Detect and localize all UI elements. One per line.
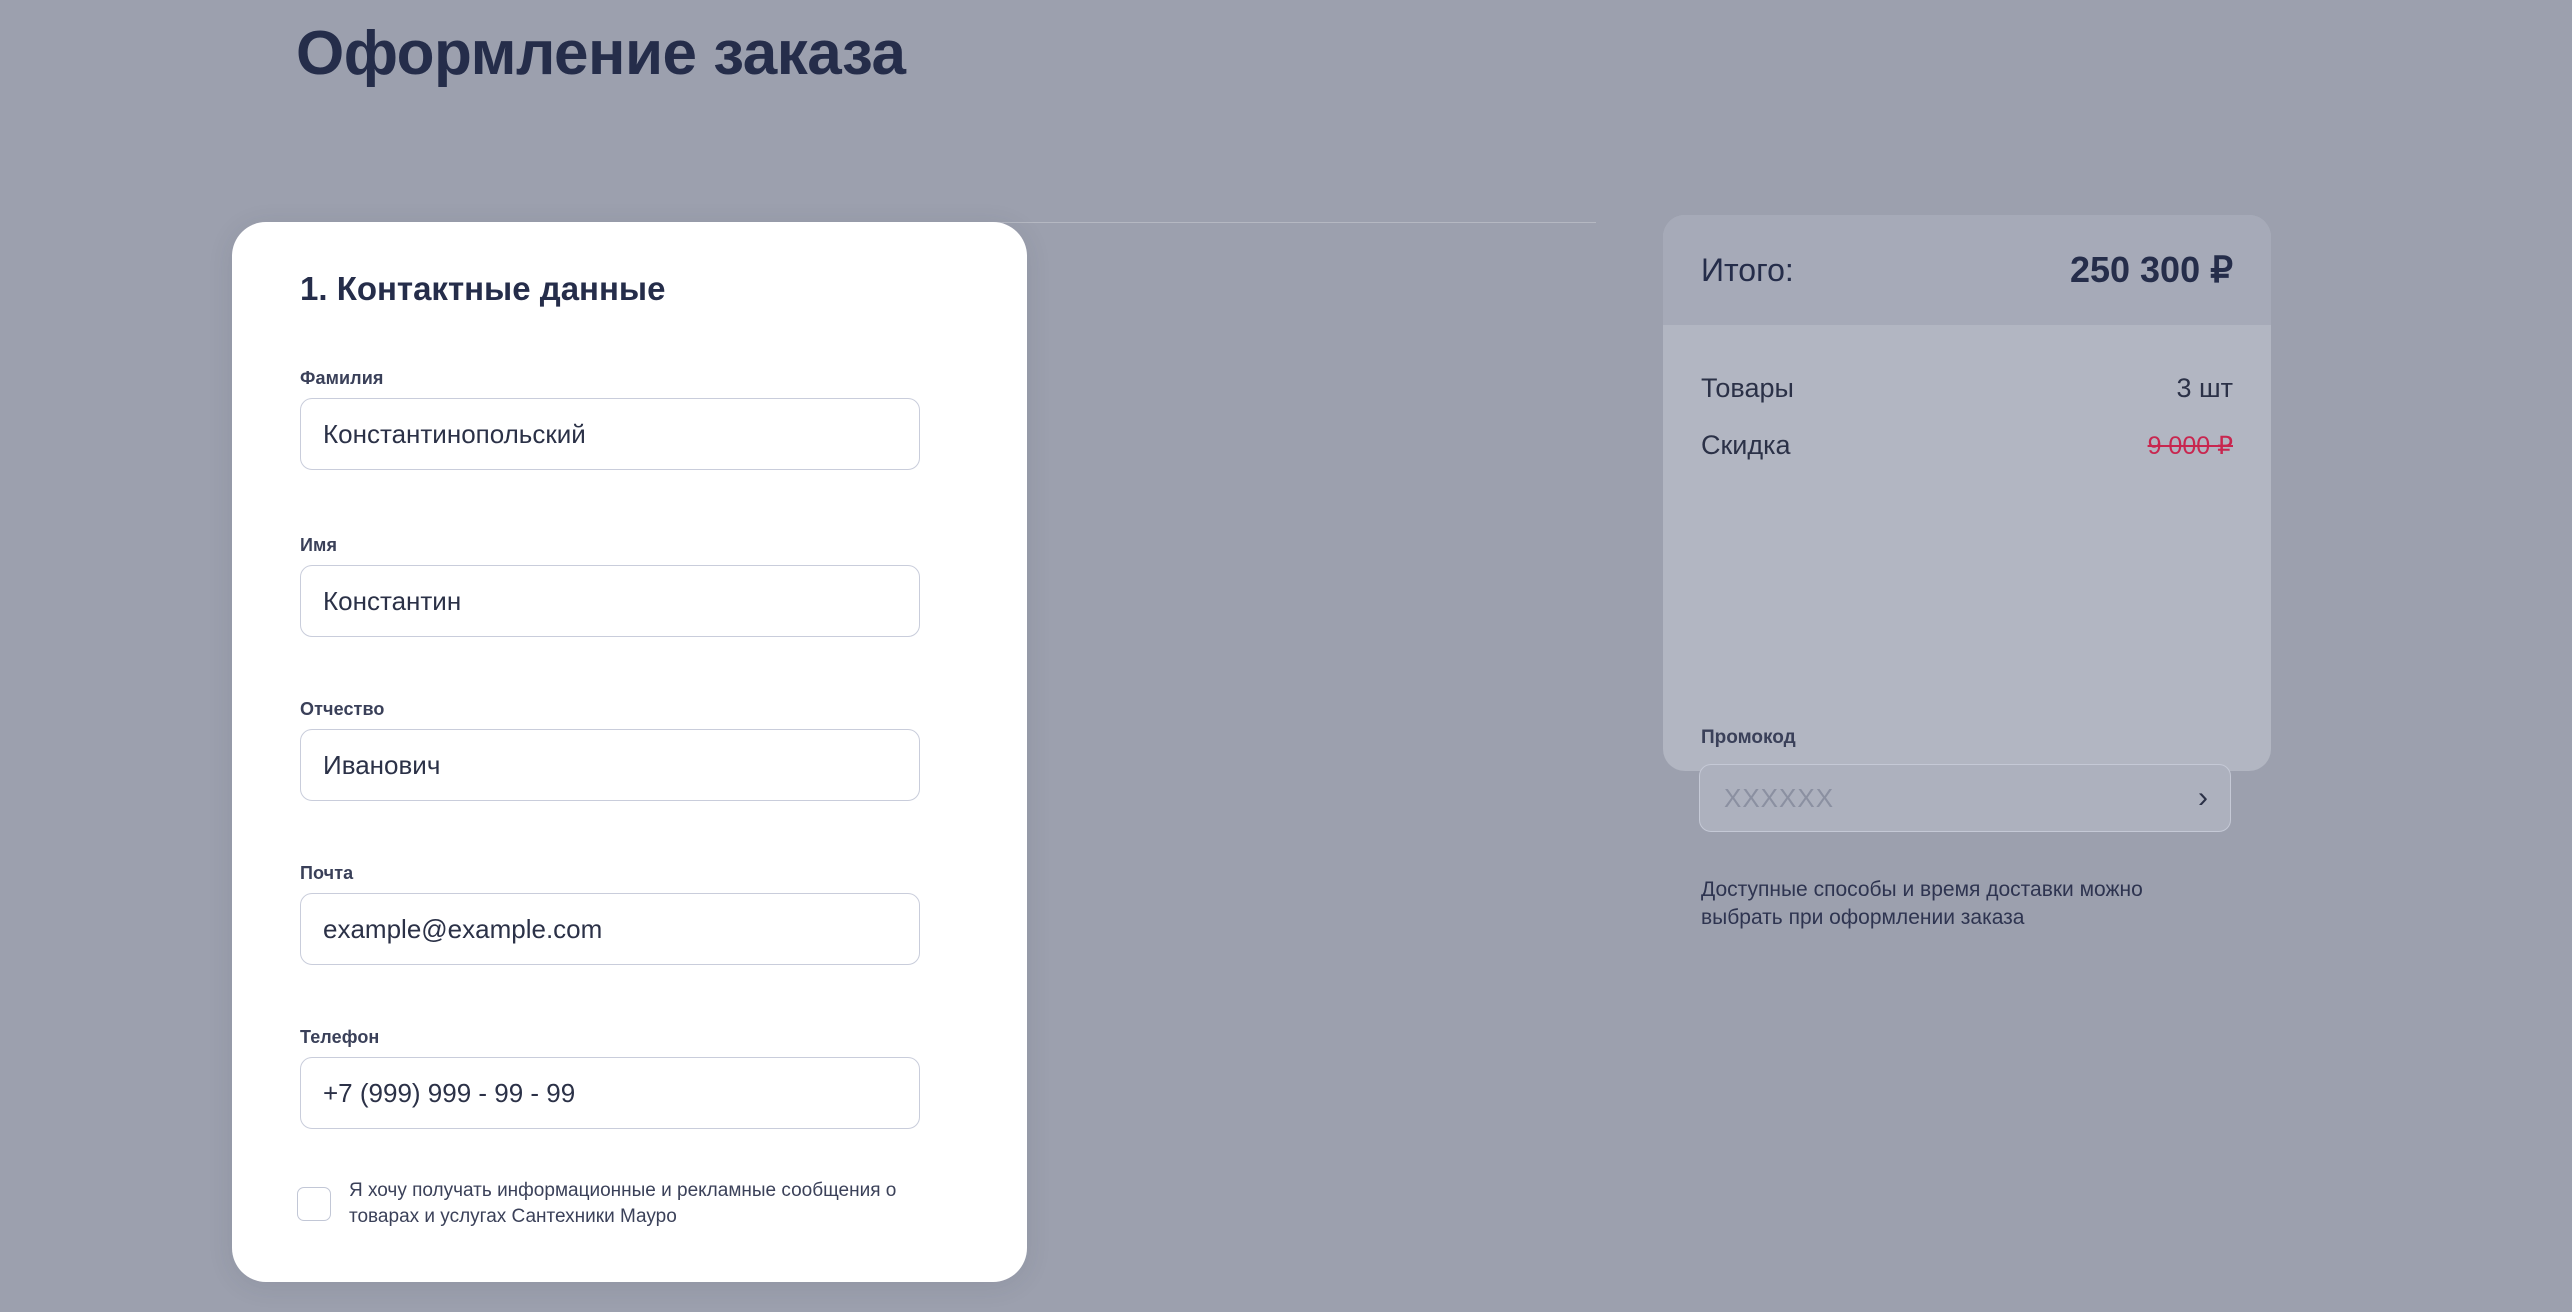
marketing-consent-label: Я хочу получать информационные и рекламные сообщения о товарах и услугах Сантехники Мауро <box>349 1180 897 1227</box>
order-total-value: 250 300 ₽ <box>2069 249 2233 290</box>
field-label-middle-name: Отчество <box>300 699 385 719</box>
summary-items-value: 3 шт <box>2176 373 2233 403</box>
field-phone <box>300 1027 920 1129</box>
summary-row-discount <box>1701 430 2233 461</box>
order-total-header <box>1663 215 2271 325</box>
field-label-phone: Телефон <box>300 1027 380 1047</box>
field-label-email: Почта <box>300 863 354 883</box>
marketing-consent-row[interactable] <box>297 1178 957 1229</box>
chevron-right-icon[interactable]: › <box>2198 781 2208 814</box>
summary-row-items <box>1701 373 2233 404</box>
page-title: Оформление заказа <box>296 19 906 88</box>
field-last-name <box>300 368 920 470</box>
field-first-name <box>300 535 920 637</box>
middle-name-input[interactable] <box>300 729 920 801</box>
promo-code-field[interactable] <box>1699 764 2231 832</box>
summary-items-label: Товары <box>1701 373 1794 403</box>
field-email <box>300 863 920 965</box>
last-name-input[interactable] <box>300 398 920 470</box>
summary-discount-label: Скидка <box>1701 430 1791 460</box>
order-total-label: Итого: <box>1701 251 1794 288</box>
summary-discount-value: 9 000 ₽ <box>2147 432 2233 460</box>
promo-code-input[interactable] <box>1722 782 2146 815</box>
first-name-input[interactable] <box>300 565 920 637</box>
marketing-consent-checkbox[interactable] <box>297 1187 331 1221</box>
email-input[interactable] <box>300 893 920 965</box>
order-summary-card <box>1663 215 2271 930</box>
field-middle-name <box>300 699 920 801</box>
phone-input[interactable] <box>300 1057 920 1129</box>
contact-details-title: 1. Контактные данные <box>300 270 666 307</box>
delivery-note: Доступные способы и время доставки можно выбрать при оформлении заказа <box>1701 878 2143 930</box>
field-label-first-name: Имя <box>300 535 338 555</box>
field-label-last-name: Фамилия <box>300 368 384 388</box>
promo-code-label: Промокод <box>1701 727 1796 748</box>
